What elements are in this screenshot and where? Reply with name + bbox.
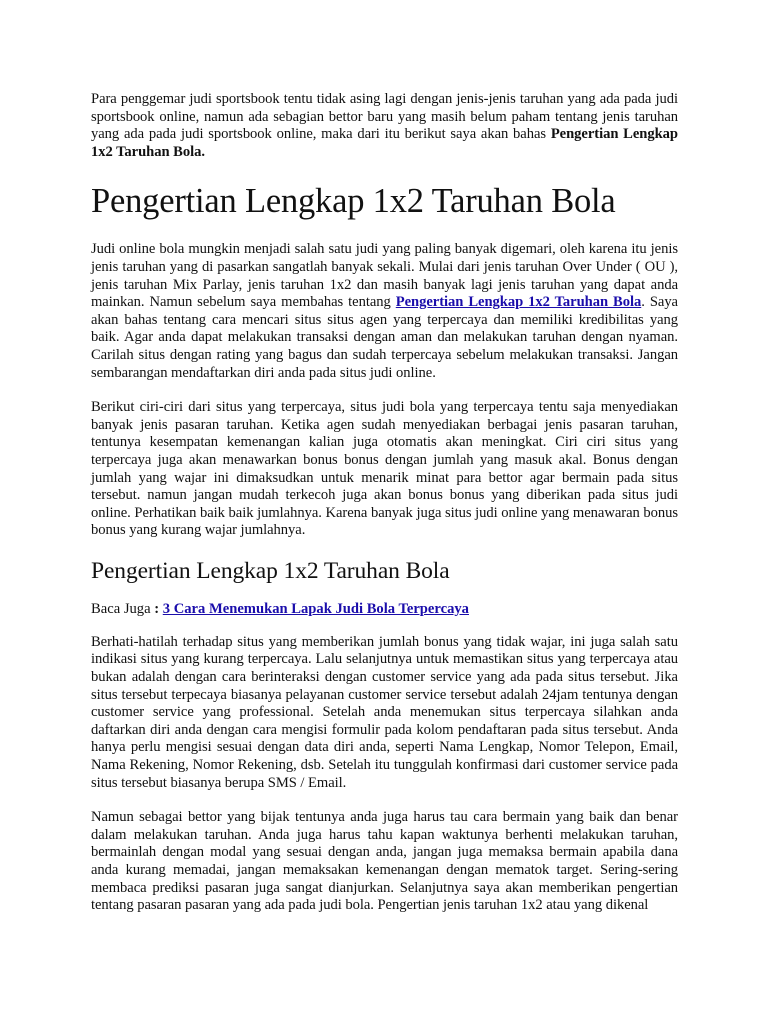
baca-juga-line bbox=[91, 600, 678, 618]
main-heading: Pengertian Lengkap 1x2 Taruhan Bola bbox=[91, 182, 616, 221]
paragraph-1-after: . Saya akan bahas tentang cara mencari situs situs agen yang terpercaya dan memiliki kredibilitas yang baik. Agar anda dapat melakukan transaksi dengan aman dan melakukan taruhan dengan nyaman. Carilah situs dengan rating yang bagus dan sudah terpercaya sebelum melakukan transaksi. Jangan sembarangan mendaftarkan diri anda pada situs judi online. bbox=[91, 294, 678, 381]
paragraph-1 bbox=[91, 241, 678, 382]
paragraph-2: Berikut ciri-ciri dari situs yang terpercaya, situs judi bola yang terpercaya tentu saja menyediakan banyak jenis pasaran taruhan. Ketika agen sudah menyediakan berbagai jenis pasaran taruhan, tentunya kesempatan kemenangan kalian juga otomatis akan meningkat. Ciri ciri situs yang terpercaya juga akan menawarkan bonus bonus dengan jumlah yang masuk akal. Bonus dengan jumlah yang wajar ini dimaksudkan untuk menarik minat para bettor agar bermain pada situs tersebut. namun jangan mudah terkecoh juga akan bonus bonus yang diberikan pada situs judi online. Perhatikan baik baik jumlahnya. Karena banyak juga situs judi online yang menawaran bonus bonus yang kurang wajar jumlahnya. bbox=[91, 399, 678, 539]
baca-juga-label: Baca Juga bbox=[91, 600, 151, 617]
paragraph-4: Namun sebagai bettor yang bijak tentunya anda juga harus tau cara bermain yang baik dan benar dalam melakukan taruhan. Anda juga harus tahu kapan waktunya berhenti melakukan taruhan, bermainlah dengan modal yang sesuai dengan anda, jangan juga memaksa bermain apabila dana anda kurang memadai, jangan memaksakan kemenangan dengan mematok target. Sering-sering membaca prediksi pasaran juga sangat dianjurkan. Selanjutnya saya akan memberikan pengertian tentang pasaran pasaran yang ada pada judi bola. Pengertian jenis taruhan 1x2 atau yang dikenal bbox=[91, 809, 678, 914]
pengertian-link[interactable]: Pengertian Lengkap 1x2 Taruhan Bola bbox=[395, 294, 642, 311]
intro-text: Para penggemar judi sportsbook tentu tidak asing lagi dengan jenis-jenis taruhan yang ada pada judi sportsbook online, namun ada sebagian bettor baru yang masih belum paham tentang jenis taruhan yang ada pada judi sportsbook online, maka dari itu berikut saya akan bahas bbox=[91, 91, 678, 143]
paragraph-3: Berhati-hatilah terhadap situs yang memberikan jumlah bonus yang tidak wajar, ini juga salah satu indikasi situs yang kurang terpercaya. Lalu selanjutnya untuk memastikan situs yang terpercaya atau bukan adalah dengan cara berinteraksi dengan customer service yang ada pada situs tersebut. Jika situs tersebut terpecaya biasanya pelayanan customer service tersebut adalah 24jam tentunya dengan customer service yang professional. Setelah anda menemukan situs terpercaya silahkan anda daftarkan diri anda dengan cara mengisi formulir pada kolom pendaftaran pada situs tersebut. Anda hanya perlu mengisi sesuai dengan data diri anda, seperti Nama Lengkap, Nomor Telepon, Email, Nama Rekening, Nomor Rekening, dsb. Setelah itu tunggulah konfirmasi dari customer service pada situs tersebut biasanya berupa SMS / Email. bbox=[91, 633, 678, 791]
intro-bold-title: Pengertian Lengkap 1x2 Taruhan Bola. bbox=[91, 126, 678, 160]
document-page bbox=[91, 91, 678, 932]
intro-paragraph bbox=[91, 91, 678, 161]
baca-juga-colon: : bbox=[150, 600, 163, 617]
sub-heading: Pengertian Lengkap 1x2 Taruhan Bola bbox=[91, 557, 450, 584]
baca-juga-link[interactable]: 3 Cara Menemukan Lapak Judi Bola Terpercaya bbox=[162, 600, 469, 617]
paragraph-1-before: Judi online bola mungkin menjadi salah satu judi yang paling banyak digemari, oleh karena itu jenis jenis taruhan yang di pasarkan sangatlah banyak sekali. Mulai dari jenis taruhan Over Under ( OU ), jenis taruhan Mix Parlay, jenis taruhan 1x2 dan masih banyak lagi jenis taruhan yang dapat anda mainkan. Namun sebelum saya membahas tentang bbox=[91, 241, 678, 311]
